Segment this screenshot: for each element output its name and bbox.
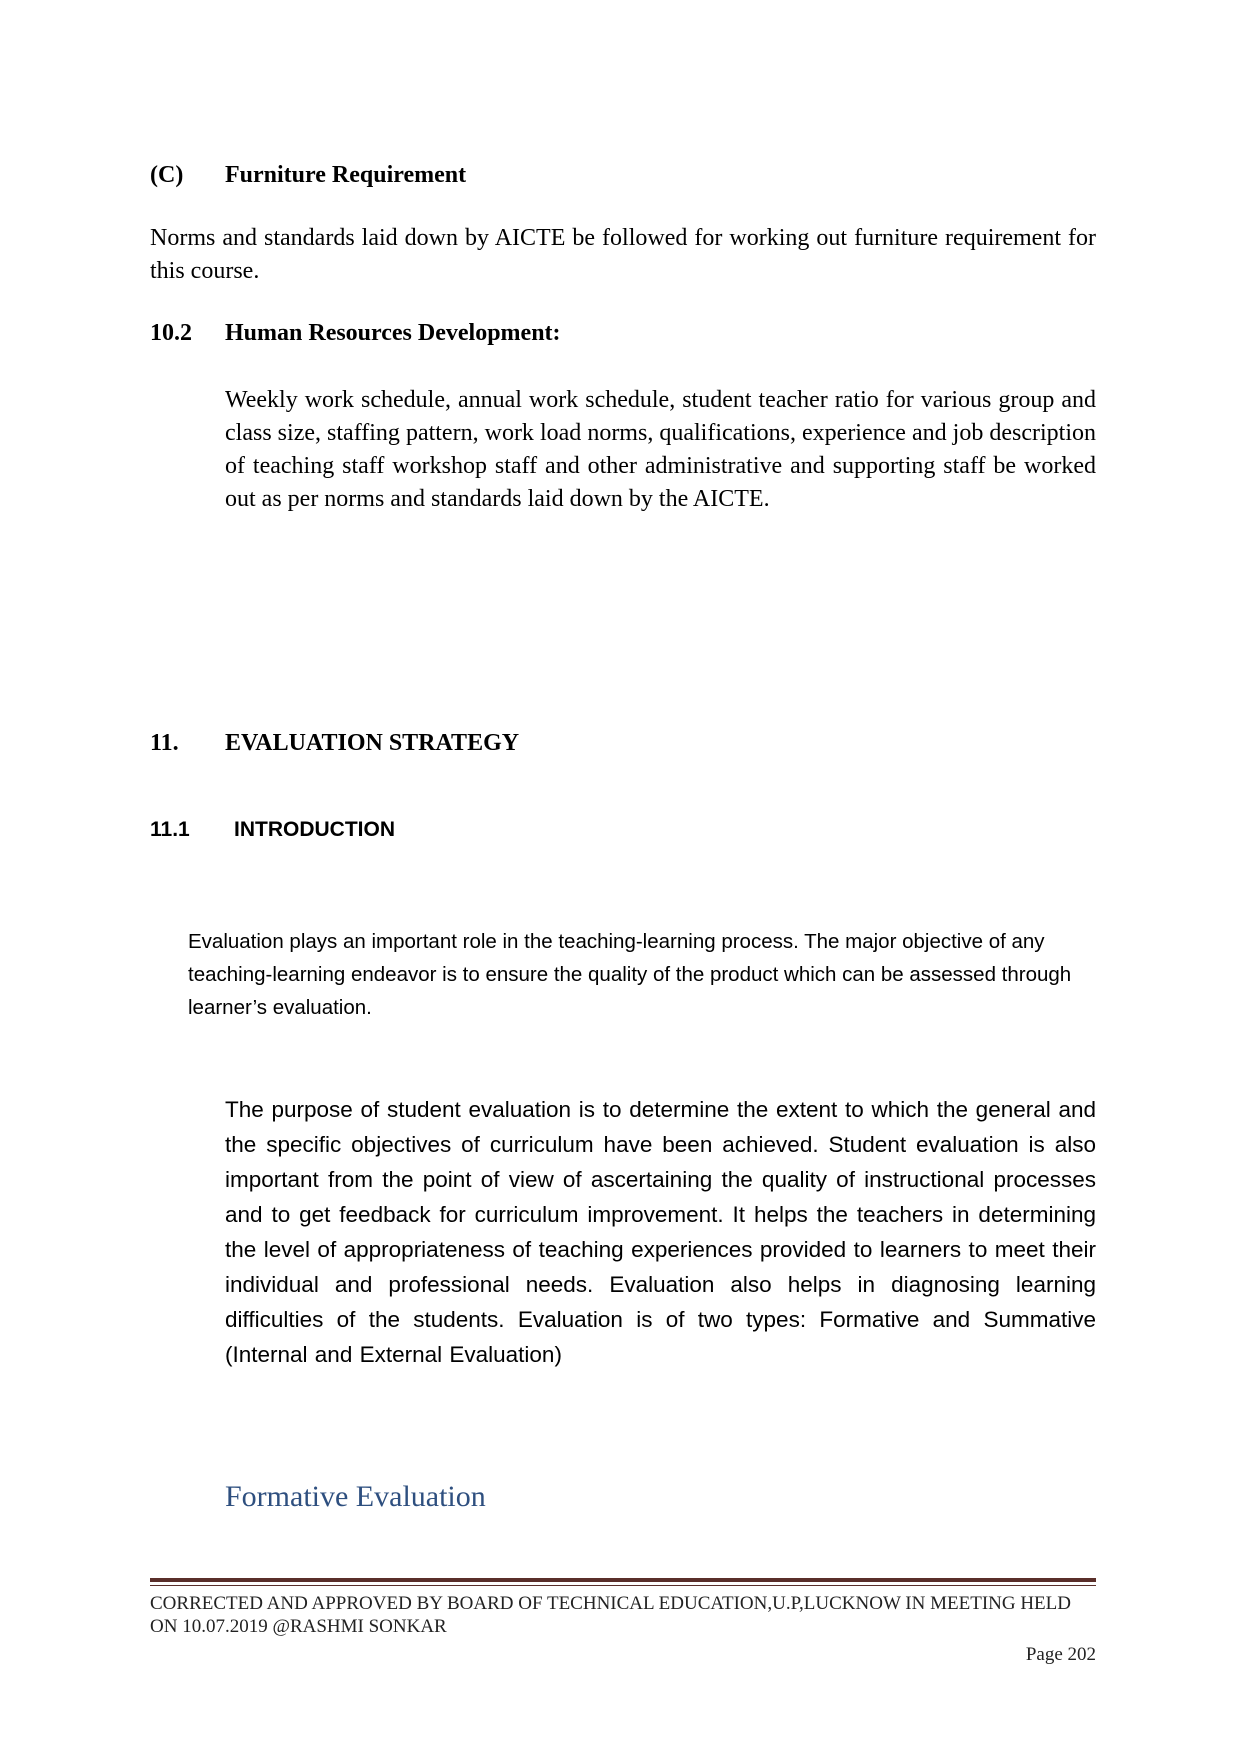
- section-11-1-title: INTRODUCTION: [234, 818, 395, 841]
- section-11-1-number: 11.1: [150, 818, 190, 841]
- footer-line-2: ON 10.07.2019 @RASHMI SONKAR: [150, 1616, 447, 1637]
- section-c-number: (C): [150, 162, 184, 188]
- section-11-1-heading: [150, 818, 395, 842]
- section-10-2-title: Human Resources Development:: [225, 320, 561, 346]
- footer-rule-thick: [150, 1578, 1096, 1582]
- section-c-heading: [150, 162, 466, 189]
- page-number: Page 202: [1025, 1644, 1096, 1665]
- section-10-2-number: 10.2: [150, 320, 192, 346]
- footer-line-1: CORRECTED AND APPROVED BY BOARD OF TECHNICAL EDUCATION,U.P,LUCKNOW IN MEETING HELD: [150, 1593, 1071, 1614]
- section-10-2-heading: [150, 320, 561, 347]
- intro-paragraph-1: Evaluation plays an important role in the teaching-learning process. The major objective of any teaching-learning endeavor is to ensure the quality of the product which can be assessed through learner’s evaluation.: [188, 930, 1072, 1019]
- footer-rule-thin: [150, 1585, 1096, 1586]
- section-10-2-body: Weekly work schedule, annual work schedule, student teacher ratio for various group and class size, staffing pattern, work load norms, qualifications, experience and job description of teaching staff workshop staff and other administrative and supporting staff be worked out as per norms and standards laid down by the AICTE.: [225, 387, 1096, 512]
- section-c-title: Furniture Requirement: [225, 162, 467, 188]
- formative-evaluation-heading: Formative Evaluation: [225, 1480, 486, 1513]
- section-c-body: Norms and standards laid down by AICTE be followed for working out furniture requirement for this course.: [150, 225, 1096, 284]
- section-11-number: 11.: [150, 730, 179, 756]
- section-11-title: EVALUATION STRATEGY: [225, 730, 520, 756]
- footer-approval-text: [150, 1592, 1096, 1638]
- section-11-heading: [150, 730, 519, 757]
- intro-paragraph-2: The purpose of student evaluation is to determine the extent to which the general and the specific objectives of curriculum have been achieved. Student evaluation is also important from the point of view of ascertaining the quality of instructional processes and to get feedback for curriculum improvement. It helps the teachers in determining the level of appropriateness of teaching experiences provided to learners to meet their individual and professional needs. Evaluation also helps in diagnosing learning difficulties of the students. Evaluation is of two types: Formative and Summative (Internal and External Evaluation): [225, 1097, 1096, 1367]
